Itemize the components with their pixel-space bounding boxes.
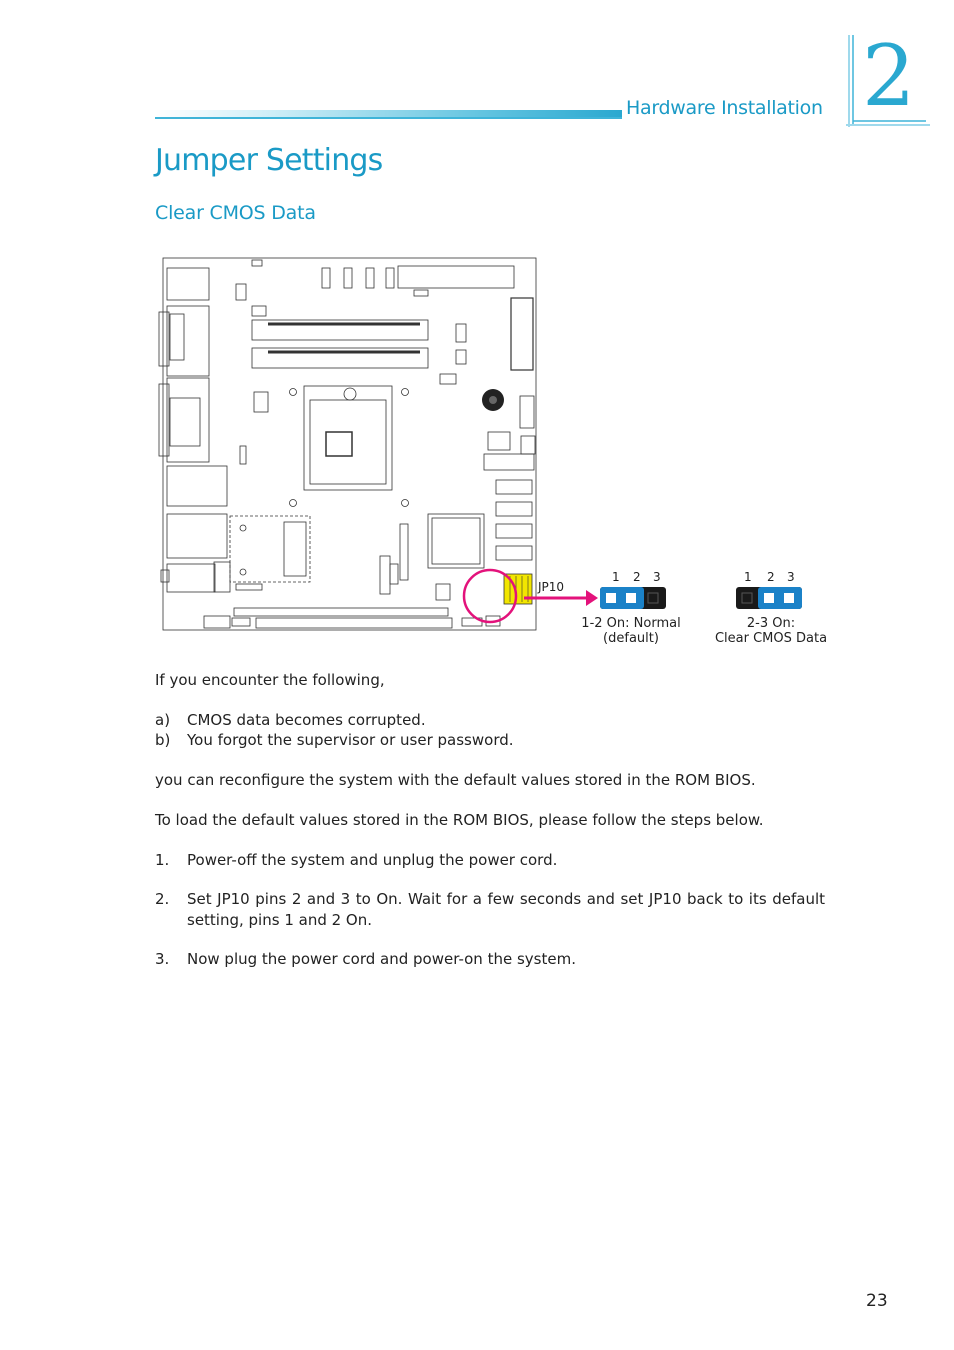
step-text: Power-off the system and unplug the power cord. (187, 851, 558, 869)
page-subtitle: Clear CMOS Data (155, 202, 316, 224)
page-title: Jumper Settings (155, 143, 383, 178)
motherboard-diagram (150, 250, 850, 650)
svg-text:Clear CMOS Data: Clear CMOS Data (714, 631, 828, 646)
jumper-label: JP10 (538, 580, 565, 594)
step-text: Now plug the power cord and power-on the system. (187, 950, 576, 968)
step-marker: 3. (155, 950, 170, 968)
reconfigure-text: you can reconfigure the system with the default values stored in the ROM BIOS. (155, 771, 756, 789)
svg-text:1: 1 (744, 570, 752, 584)
jumper-clear (715, 570, 827, 646)
chapter-number: 2 (862, 27, 916, 125)
svg-text:1-2 On: Normal: 1-2 On: Normal (581, 616, 681, 631)
page-number: 23 (866, 1291, 888, 1311)
condition-text: You forgot the supervisor or user password. (187, 731, 514, 749)
condition-item (155, 710, 426, 730)
section-label: Hardware Installation (626, 97, 823, 119)
step-marker: 1. (155, 851, 170, 869)
svg-text:2: 2 (767, 570, 775, 584)
header-rule (155, 117, 622, 119)
step-item (155, 850, 557, 870)
svg-text:1: 1 (612, 570, 620, 584)
step-marker: 2. (155, 890, 170, 908)
condition-marker: a) (155, 711, 171, 729)
intro-text: If you encounter the following, (155, 671, 385, 689)
jumper-normal (581, 570, 680, 646)
svg-text:(default): (default) (603, 631, 659, 646)
condition-item (155, 730, 514, 750)
step-item (155, 889, 825, 931)
condition-text: CMOS data becomes corrupted. (187, 711, 426, 729)
svg-text:2: 2 (633, 570, 641, 584)
svg-text:3: 3 (787, 570, 795, 584)
instructions-intro: To load the default values stored in the ROM BIOS, please follow the steps below. (155, 811, 764, 829)
svg-text:2-3 On:: 2-3 On: (746, 616, 796, 631)
svg-text:3: 3 (653, 570, 661, 584)
step-text: Set JP10 pins 2 and 3 to On. Wait for a few seconds and set JP10 back to its default setting, pins 1 and 2 On. (187, 890, 825, 929)
step-item (155, 949, 576, 969)
board-outline (163, 258, 536, 630)
condition-marker: b) (155, 731, 171, 749)
